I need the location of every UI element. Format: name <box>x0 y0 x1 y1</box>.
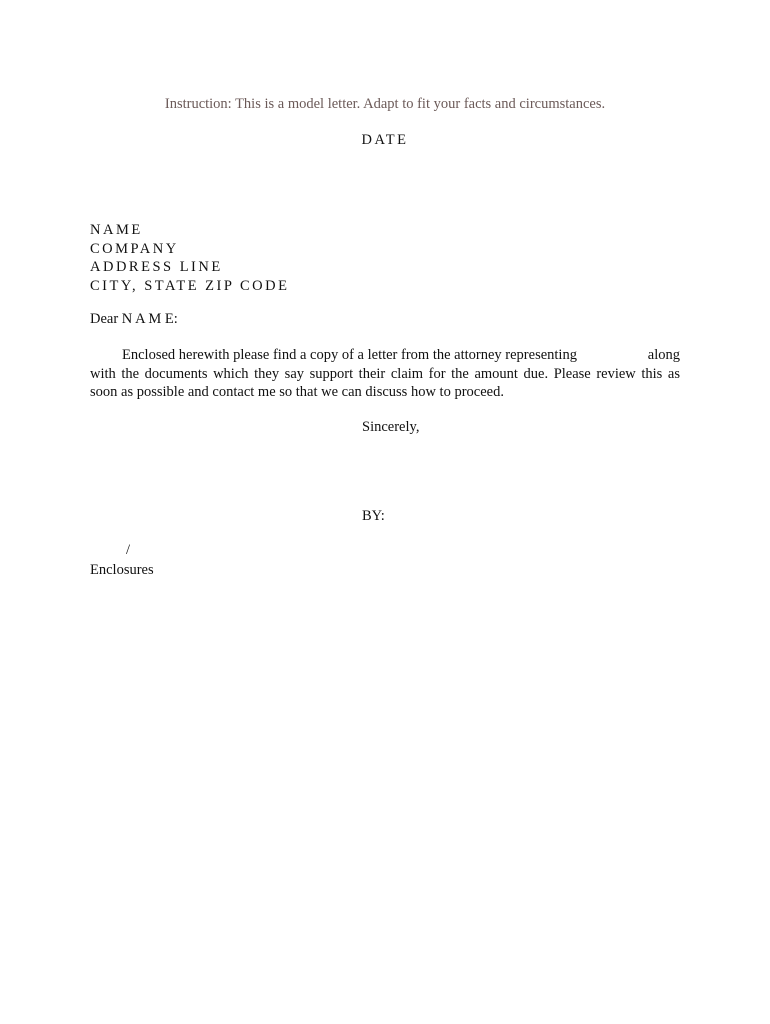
recipient-company: COMPANY <box>90 240 179 257</box>
letter-date: DATE <box>361 132 409 148</box>
enclosures-note: Enclosures <box>90 562 154 578</box>
salutation: Dear N A M E: <box>90 311 178 327</box>
body-paragraph <box>90 346 680 402</box>
recipient-name: NAME <box>90 222 143 238</box>
recipient-address <box>90 221 289 295</box>
body-line-1-end: along <box>647 347 680 363</box>
initials-slash: / <box>126 542 131 558</box>
recipient-address-line: ADDRESS LINE <box>90 259 223 275</box>
body-line-1-start: Enclosed herewith please find a copy of a letter from the attorney representing <box>122 347 577 363</box>
signature-by: BY: <box>362 508 385 524</box>
body-line-3: soon as possible and contact me so that we can discuss how to proceed. <box>90 384 504 400</box>
instruction-note: Instruction: This is a model letter. Adapt to fit your facts and circumstances. <box>164 96 606 112</box>
closing: Sincerely, <box>362 419 420 435</box>
body-line <box>90 346 680 365</box>
recipient-city-state-zip: CITY, STATE ZIP CODE <box>90 277 290 294</box>
blank-field <box>577 346 648 365</box>
body-line-2: with the documents which they say support their claim for the amount due. Please review this as <box>90 365 680 382</box>
